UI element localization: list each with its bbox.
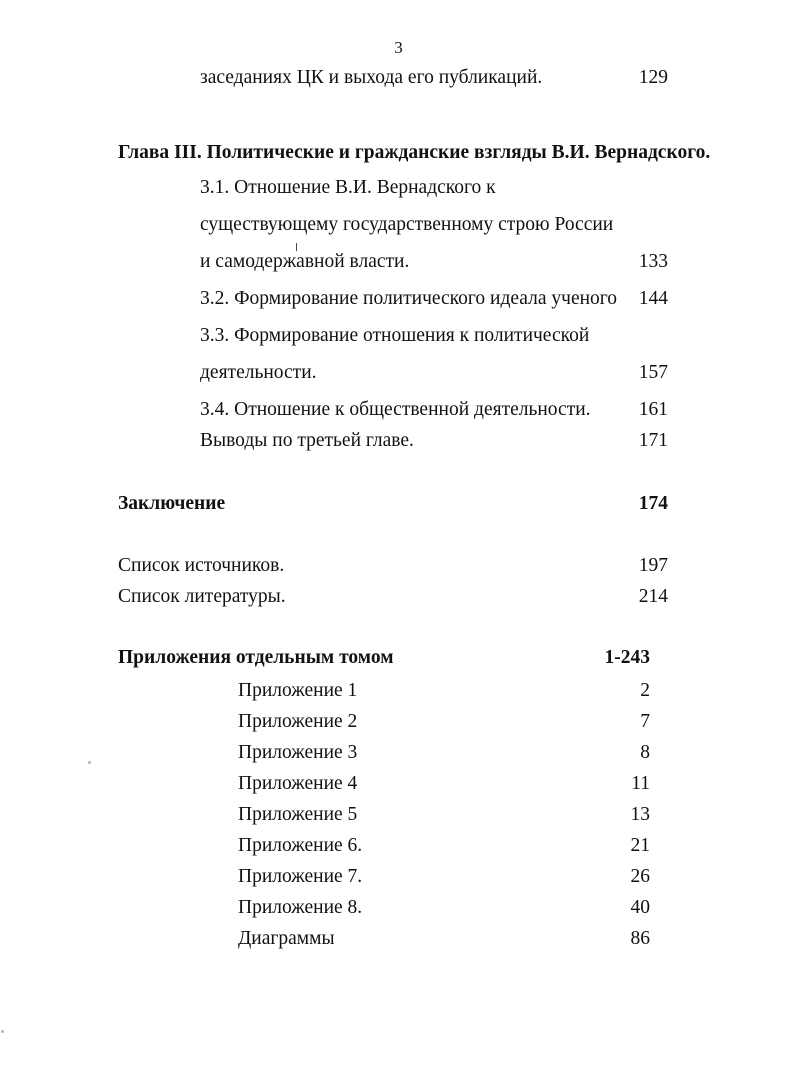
toc-entry-label: заседаниях ЦК и выхода его публикаций.: [200, 67, 543, 88]
scan-artifact-speck-corner: [1, 1030, 4, 1033]
toc-row-appendix-3[interactable]: [0, 738, 797, 768]
toc-entry-label: 3.1. Отношение В.И. Вернадского к: [200, 177, 496, 198]
toc-entry-label: Приложение 7.: [238, 866, 363, 887]
toc-row-continuation[interactable]: [0, 63, 797, 93]
toc-entry-page: 13: [630, 804, 650, 825]
toc-entry-label: 3.2. Формирование политического идеала ученого: [200, 288, 618, 309]
toc-entry-label: деятельности.: [200, 362, 317, 383]
toc-entry-page: 174: [638, 493, 668, 514]
toc-entry-page: 26: [630, 866, 650, 887]
toc-entry-label: Приложение 6.: [238, 835, 363, 856]
toc-entry-label: Приложение 1: [238, 680, 358, 701]
toc-entry-label: и самодержавной власти.: [200, 251, 410, 272]
toc-row-sources-list[interactable]: [0, 551, 797, 581]
toc-row-conclusion[interactable]: [0, 489, 797, 519]
toc-entry-page: 86: [630, 928, 650, 949]
toc-row-appendix-5[interactable]: [0, 800, 797, 830]
toc-entry-label: Заключение: [118, 493, 226, 514]
toc-row-section-3-2[interactable]: [0, 284, 797, 314]
toc-entry-page: 161: [638, 399, 668, 420]
toc-entry-page: 129: [638, 67, 668, 88]
toc-entry-label: Приложение 8.: [238, 897, 363, 918]
toc-row-appendices-heading[interactable]: [0, 643, 797, 673]
scan-artifact-speck-left: [88, 761, 91, 764]
toc-row-section-3-1-cont-2[interactable]: [0, 247, 797, 277]
toc-row-appendix-6[interactable]: [0, 831, 797, 861]
toc-entry-page: 7: [640, 711, 650, 732]
toc-entry-label: существующему государственному строю России: [200, 214, 614, 235]
toc-entry-page: 214: [638, 586, 668, 607]
toc-entry-label: Приложение 3: [238, 742, 358, 763]
toc-entry-page: 197: [638, 555, 668, 576]
toc-entry-page: 133: [638, 251, 668, 272]
toc-entry-page: 11: [631, 773, 650, 794]
toc-entry-label: Приложение 4: [238, 773, 358, 794]
toc-entry-page: 40: [630, 897, 650, 918]
toc-row-diagrams[interactable]: [0, 924, 797, 954]
toc-row-section-3-4[interactable]: [0, 395, 797, 425]
toc-entry-label: Список источников.: [118, 555, 285, 576]
toc-row-appendix-2[interactable]: [0, 707, 797, 737]
toc-entry-label: Приложения отдельным томом: [118, 647, 394, 668]
toc-row-appendix-1[interactable]: [0, 676, 797, 706]
toc-row-section-3-3[interactable]: [0, 321, 797, 351]
toc-entry-page: 21: [630, 835, 650, 856]
scan-artifact-tick: [296, 243, 297, 251]
toc-entry-label: Приложение 5: [238, 804, 358, 825]
toc-entry-label: Диаграммы: [238, 928, 335, 949]
toc-row-section-3-1[interactable]: [0, 173, 797, 203]
toc-entry-label: Приложение 2: [238, 711, 358, 732]
toc-entry-page: 157: [638, 362, 668, 383]
toc-entry-label: 3.3. Формирование отношения к политической: [200, 325, 590, 346]
toc-entry-label: Выводы по третьей главе.: [200, 430, 414, 451]
toc-entry-page: 2: [640, 680, 650, 701]
page-number: 3: [394, 38, 403, 57]
toc-entry-page: 144: [638, 288, 668, 309]
toc-entry-page: 1-243: [604, 647, 650, 668]
toc-row-appendix-4[interactable]: [0, 769, 797, 799]
toc-chapter-heading[interactable]: Глава III. Политические и гражданские взгляды В.И. Вернадского.: [118, 142, 711, 163]
toc-row-bibliography-list[interactable]: [0, 582, 797, 612]
toc-row-appendix-7[interactable]: [0, 862, 797, 892]
toc-entry-label: 3.4. Отношение к общественной деятельности.: [200, 399, 591, 420]
toc-row-section-3-1-cont-1[interactable]: [0, 210, 797, 240]
toc-entry-page: 171: [638, 430, 668, 451]
toc-row-chapter-conclusions[interactable]: [0, 426, 797, 456]
toc-row-appendix-8[interactable]: [0, 893, 797, 923]
toc-entry-page: 8: [640, 742, 650, 763]
toc-entry-label: Список литературы.: [118, 586, 286, 607]
toc-row-section-3-3-cont[interactable]: [0, 358, 797, 388]
